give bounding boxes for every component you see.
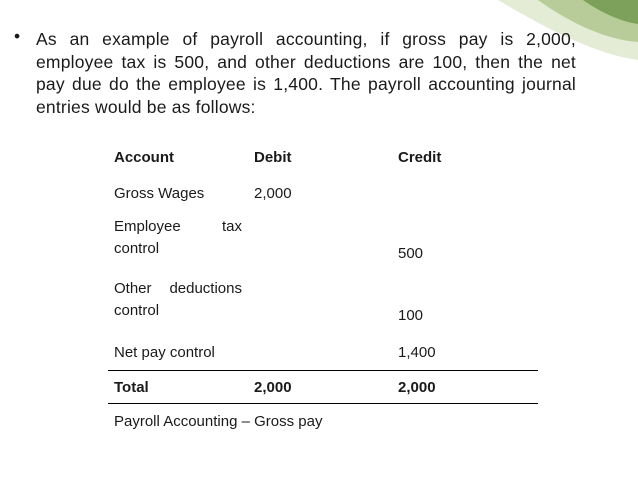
caption-row (108, 404, 538, 439)
debit-cell (248, 334, 392, 371)
table-row (108, 272, 538, 334)
header-credit: Credit (398, 148, 442, 166)
account-cell (108, 210, 248, 272)
credit-cell (392, 176, 538, 210)
account-word: control (114, 302, 160, 319)
credit-cell (392, 210, 538, 272)
intro-paragraph: As an example of payroll accounting, if gross pay is 2,000, employee tax is 500, and other deductions are 100, then the net pay due do the employee is 1,400. The payroll accounting journal entries would be as follows: (36, 29, 576, 117)
account-word: control (114, 240, 160, 257)
table-header-row (108, 138, 538, 176)
total-credit: 2,000 (392, 371, 538, 404)
journal-entries-table (108, 138, 538, 438)
total-label: Total (108, 371, 248, 404)
account-cell (108, 272, 248, 334)
account-word: Other (114, 280, 152, 297)
debit-cell (248, 210, 392, 272)
debit-cell (248, 272, 392, 334)
bullet-point: • (14, 26, 21, 46)
header-debit: Debit (254, 148, 292, 166)
credit-cell: 1,400 (398, 343, 436, 361)
header-account: Account (114, 148, 174, 166)
account-word: Employee (114, 218, 181, 235)
total-debit: 2,000 (248, 371, 392, 404)
credit-cell (392, 272, 538, 334)
table-row (108, 210, 538, 272)
account-word: tax (221, 218, 242, 235)
table-caption: Payroll Accounting – Gross pay (114, 412, 323, 430)
debit-cell: 2,000 (254, 184, 292, 202)
total-row (108, 371, 538, 404)
table-row (108, 334, 538, 371)
account-word: deductions (169, 280, 242, 297)
credit-value: 500 (398, 245, 424, 262)
account-cell: Net pay control (114, 343, 215, 361)
table-row (108, 176, 538, 210)
credit-value: 100 (398, 307, 424, 324)
account-cell: Gross Wages (114, 184, 205, 202)
